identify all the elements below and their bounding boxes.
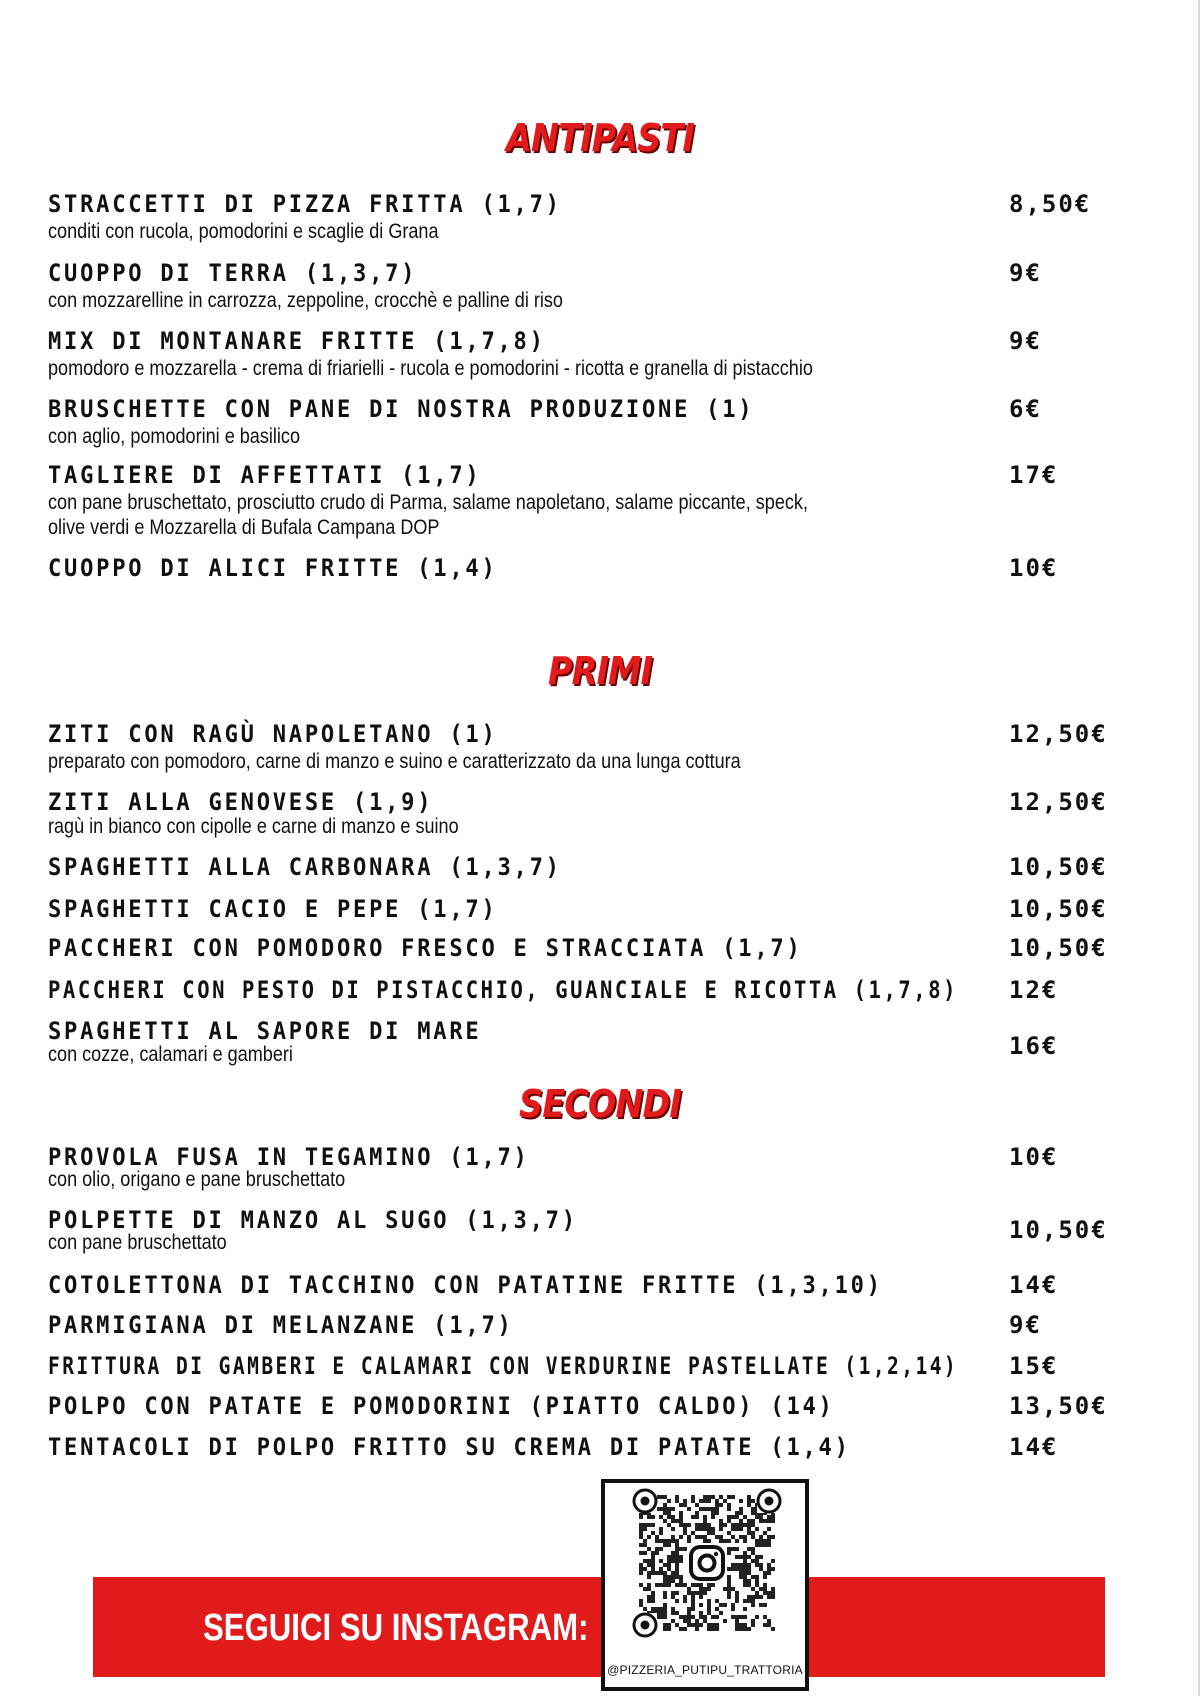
- item-name: MIX DI MONTANARE FRITTE (1,7,8): [48, 327, 546, 355]
- item-name: COTOLETTONA DI TACCHINO CON PATATINE FRITTE (1,3,10): [48, 1271, 883, 1299]
- item-price: 10,50€: [1009, 934, 1108, 962]
- item-name: CUOPPO DI ALICI FRITTE (1,4): [48, 554, 498, 582]
- instagram-banner: [93, 1577, 1105, 1677]
- section-title-antipasti: ANTIPASTI: [506, 116, 694, 160]
- item-description: con olio, origano e pane bruschettato: [48, 1168, 346, 1191]
- item-name: ZITI ALLA GENOVESE (1,9): [48, 788, 434, 816]
- qr-code-card[interactable]: [601, 1479, 809, 1691]
- item-description: preparato con pomodoro, carne di manzo e suino e caratterizzato da una lunga cottura: [48, 750, 741, 773]
- item-price: 12€: [1009, 976, 1059, 1004]
- item-price: 12,50€: [1009, 720, 1108, 748]
- item-name: TENTACOLI DI POLPO FRITTO SU CREMA DI PATATE (1,4): [48, 1433, 851, 1461]
- item-price: 9€: [1009, 259, 1042, 287]
- item-name: FRITTURA DI GAMBERI E CALAMARI CON VERDURINE PASTELLATE (1,2,14): [48, 1352, 959, 1380]
- item-description: olive verdi e Mozzarella di Bufala Campana DOP: [48, 516, 440, 539]
- item-name: POLPETTE DI MANZO AL SUGO (1,3,7): [48, 1206, 578, 1234]
- item-price: 15€: [1009, 1352, 1059, 1380]
- item-name: CUOPPO DI TERRA (1,3,7): [48, 259, 418, 287]
- item-name: PARMIGIANA DI MELANZANE (1,7): [48, 1311, 514, 1339]
- item-price: 14€: [1009, 1271, 1059, 1299]
- section-title-secondi: SECONDI: [519, 1082, 681, 1126]
- item-description: con pane bruschettato: [48, 1231, 227, 1254]
- item-description: con mozzarelline in carrozza, zeppoline, crocchè e palline di riso: [48, 289, 563, 312]
- qr-code: [605, 1483, 805, 1653]
- item-description: ragù in bianco con cipolle e carne di manzo e suino: [48, 815, 459, 838]
- item-price: 10,50€: [1009, 1216, 1108, 1244]
- item-name: ZITI CON RAGÙ NAPOLETANO (1): [48, 720, 498, 748]
- item-description: conditi con rucola, pomodorini e scaglie di Grana: [48, 220, 439, 243]
- item-price: 8,50€: [1009, 190, 1092, 218]
- item-name: STRACCETTI DI PIZZA FRITTA (1,7): [48, 190, 562, 218]
- item-name: TAGLIERE DI AFFETTATI (1,7): [48, 461, 482, 489]
- item-name: SPAGHETTI ALLA CARBONARA (1,3,7): [48, 853, 562, 881]
- item-name: POLPO CON PATATE E POMODORINI (PIATTO CALDO) (14): [48, 1392, 835, 1420]
- item-description: con cozze, calamari e gamberi: [48, 1043, 293, 1066]
- item-name: PACCHERI CON PESTO DI PISTACCHIO, GUANCIALE E RICOTTA (1,7,8): [48, 976, 959, 1004]
- item-name: PACCHERI CON POMODORO FRESCO E STRACCIATA (1,7): [48, 934, 803, 962]
- item-description: pomodoro e mozzarella - crema di friarielli - rucola e pomodorini - ricotta e granella di pistacchio: [48, 357, 813, 380]
- item-price: 9€: [1009, 1311, 1042, 1339]
- item-price: 13,50€: [1009, 1392, 1108, 1420]
- item-description: con pane bruschettato, prosciutto crudo di Parma, salame napoletano, salame piccante, speck,: [48, 491, 808, 514]
- item-price: 14€: [1009, 1433, 1059, 1461]
- item-price: 10€: [1009, 554, 1059, 582]
- instagram-handle: @PIZZERIA_PUTIPU_TRATTORIA: [607, 1663, 803, 1677]
- item-name: PROVOLA FUSA IN TEGAMINO (1,7): [48, 1143, 530, 1171]
- item-price: 17€: [1009, 461, 1059, 489]
- item-price: 10,50€: [1009, 895, 1108, 923]
- section-title-primi: PRIMI: [547, 649, 653, 693]
- instagram-banner-text: SEGUICI SU INSTAGRAM:: [203, 1607, 589, 1649]
- item-price: 10€: [1009, 1143, 1059, 1171]
- item-name: SPAGHETTI AL SAPORE DI MARE: [48, 1017, 482, 1045]
- item-price: 16€: [1009, 1032, 1059, 1060]
- item-price: 10,50€: [1009, 853, 1108, 881]
- item-name: SPAGHETTI CACIO E PEPE (1,7): [48, 895, 498, 923]
- item-description: con aglio, pomodorini e basilico: [48, 425, 300, 448]
- item-price: 12,50€: [1009, 788, 1108, 816]
- item-price: 6€: [1009, 395, 1042, 423]
- item-price: 9€: [1009, 327, 1042, 355]
- item-name: BRUSCHETTE CON PANE DI NOSTRA PRODUZIONE (1): [48, 395, 755, 423]
